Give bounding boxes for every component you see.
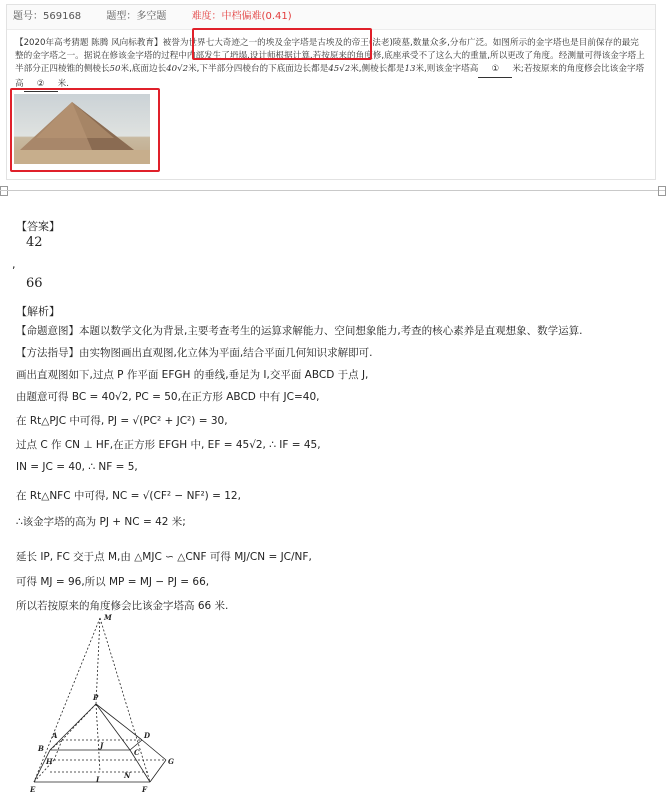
analysis-line-7: ∴该金字塔的高为 PJ + NC = 42 米; bbox=[16, 516, 186, 528]
label-c: C bbox=[134, 748, 140, 757]
question-text-part: 米,下半部分四棱台的下底面边长都是 bbox=[188, 64, 329, 75]
question-text-part: 【2020年高考猜题 陈腾 风向标教育】被誉为世界七大奇迹之一的埃及金字塔是古埃及的帝王(法老)陵墓,数量众多,分布广泛。如图所示的金字塔也是目前保存的最完整的金字塔之一。据说在修该金字塔的过程中内部发生了坍塌,设计师根据计算,若按原来的角度修,底座承受不了这么大的重量,所以更改了角度。经测量可得该金字塔上半部分正四棱锥的侧棱长 bbox=[15, 38, 645, 75]
question-type: 题型：多空题 bbox=[106, 11, 167, 22]
label-n: N bbox=[124, 771, 131, 780]
label-b: B bbox=[38, 744, 44, 753]
label-g: G bbox=[168, 757, 174, 766]
analysis-method: 【方法指导】由实物图画出直观图,化立体为平面,结合平面几何知识求解即可. bbox=[16, 347, 373, 359]
analysis-line-8: 延长 IP, FC 交于点 M,由 △MJC ∽ △CNF 可得 MJ/CN = JC/NF, bbox=[16, 551, 312, 563]
analysis-line-4: 过点 C 作 CN ⊥ HF,在正方形 EFGH 中, EF = 45√2, ∴ IF = 45, bbox=[16, 439, 321, 451]
analysis-header: 【解析】 bbox=[16, 305, 60, 318]
edge-length-value: 50 bbox=[109, 64, 121, 75]
highlight-box-photo bbox=[10, 88, 160, 172]
answer-value-2: 66 bbox=[26, 276, 43, 291]
question-text-part: 米;若按原来的角度修会比该金字塔高 bbox=[15, 64, 645, 89]
label-h: H bbox=[46, 757, 53, 766]
question-text-part: 米,底面边长 bbox=[120, 64, 167, 75]
question-text-part: 米. bbox=[57, 78, 69, 89]
question-text-part: 米,侧棱长都是 bbox=[350, 64, 405, 75]
question-text-part: 米,则该金字塔高 bbox=[415, 64, 479, 75]
divider-left-handle bbox=[0, 186, 8, 196]
analysis-line-6: 在 Rt△NFC 中可得, NC = √(CF² − NF²) = 12, bbox=[16, 490, 241, 502]
divider-right-handle bbox=[658, 186, 666, 196]
label-p: P bbox=[93, 693, 99, 702]
analysis-line-3: 在 Rt△PJC 中可得, PJ = √(PC² + JC²) = 30, bbox=[16, 415, 228, 427]
analysis-line-2: 由题意可得 BC = 40√2, PC = 50,在正方形 ABCD 中有 JC=40, bbox=[16, 391, 320, 403]
base-length-value: 40√2 bbox=[166, 64, 189, 75]
question-difficulty: 难度：中档偏难(0.41) bbox=[191, 11, 292, 22]
label-f: F bbox=[142, 785, 147, 794]
analysis-line-9: 可得 MJ = 96,所以 MP = MJ − PJ = 66, bbox=[16, 576, 210, 588]
label-d: D bbox=[144, 731, 151, 740]
answer-separator: , bbox=[12, 258, 16, 271]
answer-header: 【答案】 bbox=[16, 220, 60, 233]
question-id: 题号：569168 bbox=[13, 11, 82, 22]
geometry-diagram bbox=[30, 612, 180, 807]
answer-value-1: 42 bbox=[26, 235, 43, 250]
label-i: I bbox=[96, 775, 100, 784]
analysis-line-5: IN = JC = 40, ∴ NF = 5, bbox=[16, 461, 138, 473]
label-j: J bbox=[100, 741, 104, 750]
label-m: M bbox=[104, 613, 112, 622]
frustum-edge-value: 13 bbox=[404, 64, 416, 75]
analysis-intent: 【命题意图】本题以数学文化为背景,主要考查考生的运算求解能力、空间想象能力,考查的核心素养是直观想象、数学运算. bbox=[16, 325, 583, 337]
analysis-line-10: 所以若按原来的角度修会比该金字塔高 66 米. bbox=[16, 600, 229, 612]
analysis-line-1: 画出直观图如下,过点 P 作平面 EFGH 的垂线,垂足为 I,交平面 ABCD 于点 J, bbox=[16, 369, 369, 381]
highlight-box-text bbox=[192, 28, 372, 60]
label-e: E bbox=[30, 785, 36, 794]
label-a: A bbox=[52, 731, 58, 740]
blank-1: ① bbox=[478, 63, 512, 77]
question-meta-bar bbox=[7, 5, 655, 30]
blank-2: ② bbox=[24, 78, 58, 92]
section-divider bbox=[0, 190, 666, 191]
frustum-base-value: 45√2 bbox=[328, 64, 351, 75]
